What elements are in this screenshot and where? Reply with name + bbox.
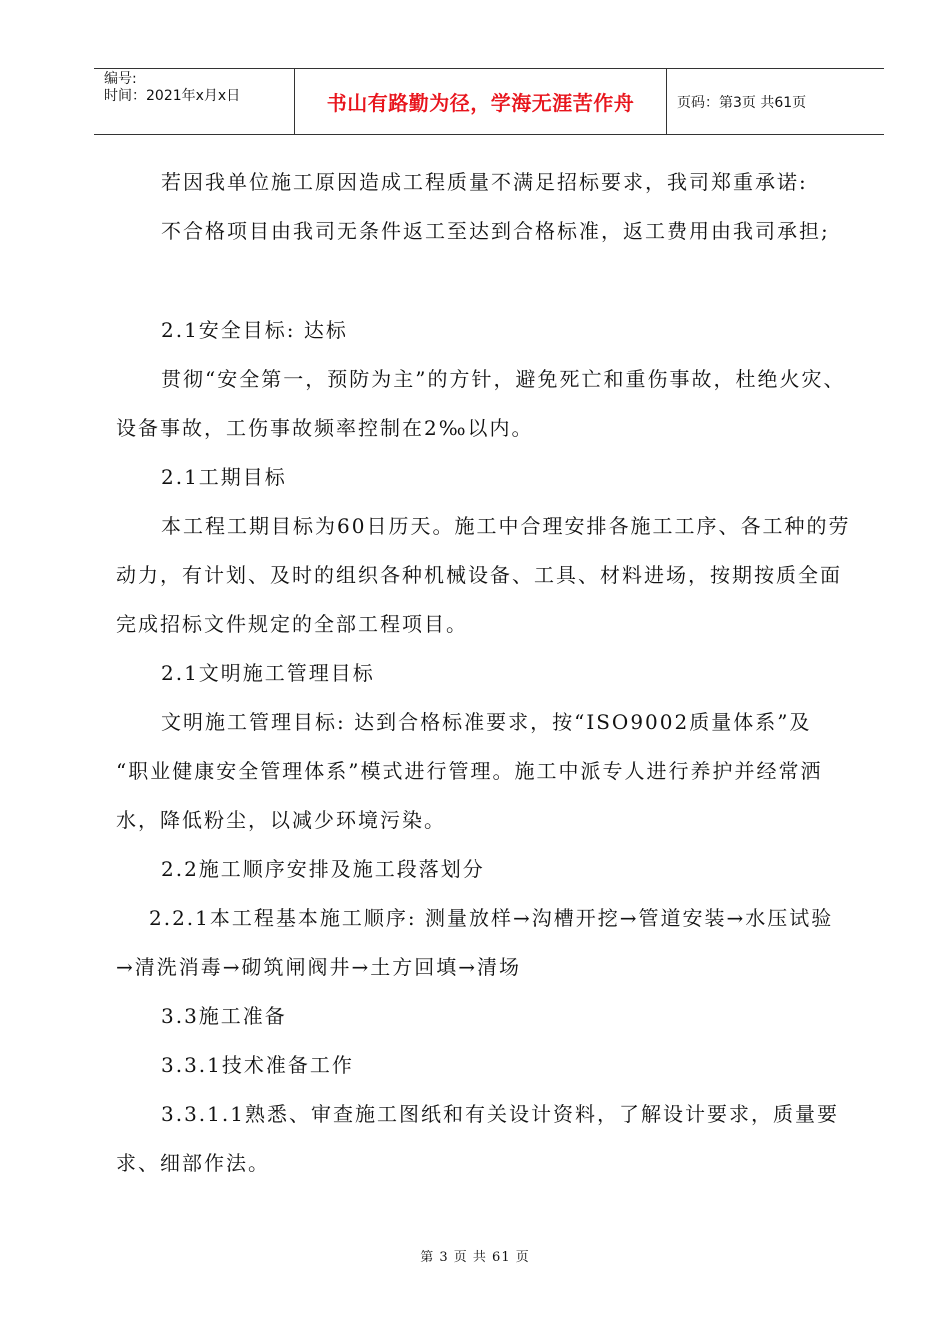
- heading-civilized-goal: 2.1文明施工管理目标: [161, 661, 375, 685]
- paragraph-safety-line2: 设备事故，工伤事故频率控制在2‰以内。: [116, 416, 534, 440]
- paragraph-sequence-line2: →清洗消毒→砌筑闸阀井→土方回填→清场: [116, 955, 522, 979]
- heading-safety-goal: 2.1安全目标: 达标: [161, 318, 348, 342]
- paragraph-civilized-line2: “职业健康安全管理体系”模式进行管理。施工中派专人进行养护并经常洒: [116, 759, 823, 783]
- paragraph-schedule-line3: 完成招标文件规定的全部工程项目。: [116, 612, 468, 636]
- paragraph-civilized-line3: 水，降低粉尘，以减少环境污染。: [116, 808, 446, 832]
- paragraph-drawings-line2: 求、细部作法。: [116, 1151, 270, 1175]
- paragraph-safety-line1: 贯彻“安全第一，预防为主”的方针，避免死亡和重伤事故，杜绝火灾、: [161, 367, 846, 391]
- paragraph-schedule-line1: 本工程工期目标为60日历天。施工中合理安排各施工工序、各工种的劳: [161, 514, 851, 538]
- heading-sequence: 2.2施工顺序安排及施工段落划分: [161, 857, 485, 881]
- serial-number-label: 编号:: [104, 71, 137, 87]
- paragraph-schedule-line2: 动力，有计划、及时的组织各种机械设备、工具、材料进场，按期按质全面: [116, 563, 842, 587]
- page-header: [94, 68, 884, 135]
- spacer: [116, 256, 866, 306]
- header-motto: 书山有路勤为径，学海无涯苦作舟: [295, 69, 667, 134]
- heading-technical-preparation: 3.3.1技术准备工作: [161, 1053, 354, 1077]
- heading-schedule-goal: 2.1工期目标: [161, 465, 287, 489]
- document-body: [116, 158, 866, 1188]
- paragraph-civilized-line1: 文明施工管理目标: 达到合格标准要求，按“ISO9002质量体系”及: [161, 710, 812, 734]
- heading-preparation: 3.3施工准备: [161, 1004, 287, 1028]
- header-meta: [94, 69, 295, 134]
- paragraph-sequence-line1: 2.2.1本工程基本施工顺序: 测量放样→沟槽开挖→管道安装→水压试验: [149, 906, 834, 930]
- paragraph-drawings-line1: 3.3.1.1熟悉、审查施工图纸和有关设计资料，了解设计要求，质量要: [161, 1102, 839, 1126]
- time-label: 时间：2021年x月x日: [104, 88, 241, 104]
- paragraph-commitment-intro: 若因我单位施工原因造成工程质量不满足招标要求，我司郑重承诺:: [161, 170, 808, 194]
- header-page-code: 页码：第3页 共61页: [677, 94, 807, 111]
- page-footer: 第 3 页 共 61 页: [420, 1250, 530, 1265]
- paragraph-commitment: 不合格项目由我司无条件返工至达到合格标准，返工费用由我司承担;: [161, 219, 830, 243]
